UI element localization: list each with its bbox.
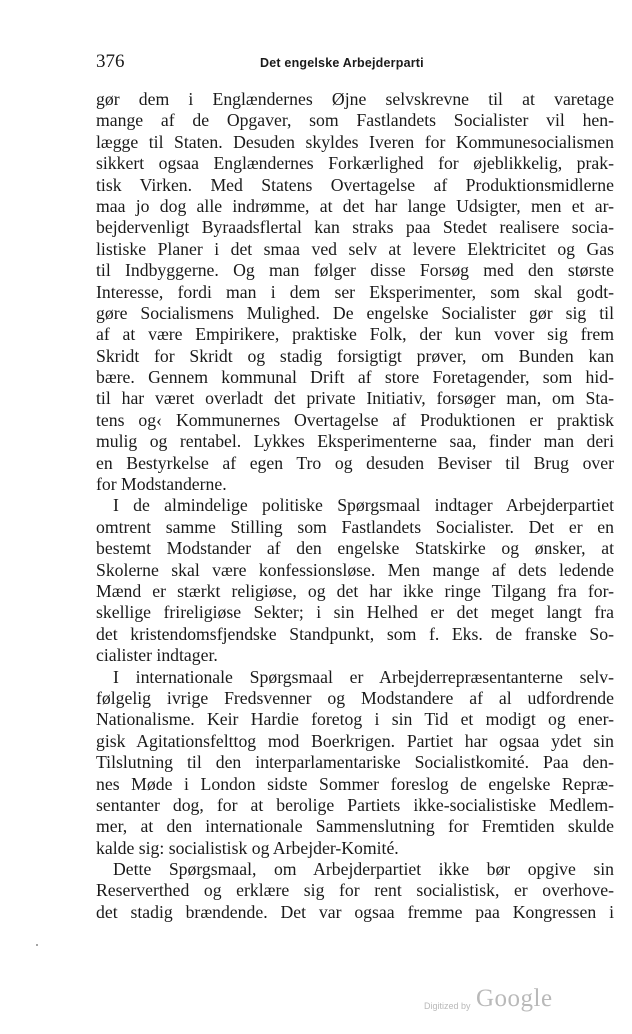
watermark-prefix: Digitized by [424, 1001, 471, 1011]
text-line: omtrent samme Stilling som Fastlandets Socialister. Det er en [96, 516, 614, 537]
text-line: tisk Virken. Med Statens Overtagelse af Produktionsmidlerne [96, 174, 614, 195]
text-line: I de almindelige politiske Spørgsmaal indtager Arbejderpartiet [113, 495, 614, 516]
text-line: gøre Socialismens Mulighed. De engelske Socialister gør sig til [96, 302, 614, 323]
text-line: Dette Spørgsmaal, om Arbejderpartiet ikke bør opgive sin [113, 859, 614, 880]
text-line: listiske Planer i det smaa ved selv at levere Elektricitet og Gas [96, 238, 614, 259]
text-line: til Indbyggerne. Og man følger disse Forsøg med den største [96, 260, 614, 281]
text-line: Nationalisme. Keir Hardie foretog i sin Tid et modigt og ener- [96, 709, 614, 730]
text-line: følgelig ivrige Fredsvenner og Modstandere af al udfordrende [96, 687, 614, 708]
text-line: Skolerne skal være konfessionsløse. Men mange af dets ledende [96, 559, 614, 580]
text-line: sentanter dog, for at berolige Partiets ikke-socialistiske Medlem- [96, 794, 614, 815]
google-logo: Google [476, 985, 553, 1012]
text-line: mulig og rentabel. Lykkes Eksperimenterne saa, finder man deri [96, 431, 614, 452]
text-line: bære. Gennem kommunal Drift af store Foretagender, som hid- [96, 367, 614, 388]
text-line: bejdervenligt Byraadsflertal kan straks paa Stedet realisere socia- [96, 217, 614, 238]
text-line: af at være Empirikere, praktiske Folk, der kun vover sig frem [96, 324, 614, 345]
text-line: for Modstanderne. [96, 474, 227, 495]
text-line: nes Møde i London sidste Sommer foreslog de engelske Repræ- [96, 773, 614, 794]
text-line: det kristendomsfjendske Standpunkt, som f. Eks. de franske So- [96, 623, 614, 644]
text-line: tens og‹ Kommunernes Overtagelse af Produktionen er praktisk [96, 409, 614, 430]
text-line: Reserverthed og erklære sig for rent socialistisk, er overhove- [96, 880, 614, 901]
text-line: Tilslutning til den interparlamentariske Socialistkomité. Paa den- [96, 752, 614, 773]
text-line: mange af de Opgaver, som Fastlandets Socialister vil hen- [96, 110, 614, 131]
text-line: lægge til Staten. Desuden skyldes Iveren for Kommunesocialismen [96, 131, 614, 152]
text-line: mer, at den internationale Sammenslutning for Fremtiden skulde [96, 816, 614, 837]
text-line: gør dem i Englændernes Øjne selvskrevne til at varetage [96, 89, 614, 109]
text-line: en Bestyrkelse af egen Tro og desuden Beviser til Brug over [96, 452, 614, 473]
digitized-watermark [424, 985, 614, 1019]
text-line: sikkert ogsaa Englændernes Forkærlighed for øjeblikkelig, prak- [96, 153, 614, 174]
text-line: maa jo dog alle indrømme, at det har lange Udsigter, men et ar- [96, 195, 614, 216]
text-line: cialister indtager. [96, 645, 218, 666]
text-line: gisk Agitationsfelttog mod Boerkrigen. Partiet har ogsaa ydet sin [96, 730, 614, 751]
margin-speck [36, 944, 38, 946]
body-text [96, 89, 614, 923]
page-header [96, 50, 614, 80]
text-line: til har været overladt det private Initiativ, forsøger man, om Sta- [96, 388, 614, 409]
text-line: skellige frireligiøse Sekter; i sin Helhed er det meget langt fra [96, 602, 614, 623]
text-line: I internationale Spørgsmaal er Arbejderrepræsentanterne selv- [113, 666, 614, 687]
text-line: Skridt for Skridt og stadig forsigtigt prøver, om Bunden kan [96, 345, 614, 366]
text-line: det stadig brændende. Det var ogsaa fremme paa Kongressen i [96, 901, 614, 922]
text-line: bestemt Modstander af den engelske Statskirke og ønsker, at [96, 538, 614, 559]
text-line: Interesse, fordi man i dem ser Eksperimenter, som skal godt- [96, 281, 614, 302]
running-title: Det engelske Arbejderparti [260, 56, 424, 70]
page-number: 376 [96, 51, 125, 72]
text-line: kalde sig: socialistisk og Arbejder-Komité. [96, 837, 399, 858]
text-line: Mænd er stærkt religiøse, og det har ikke ringe Tilgang fra for- [96, 580, 614, 601]
